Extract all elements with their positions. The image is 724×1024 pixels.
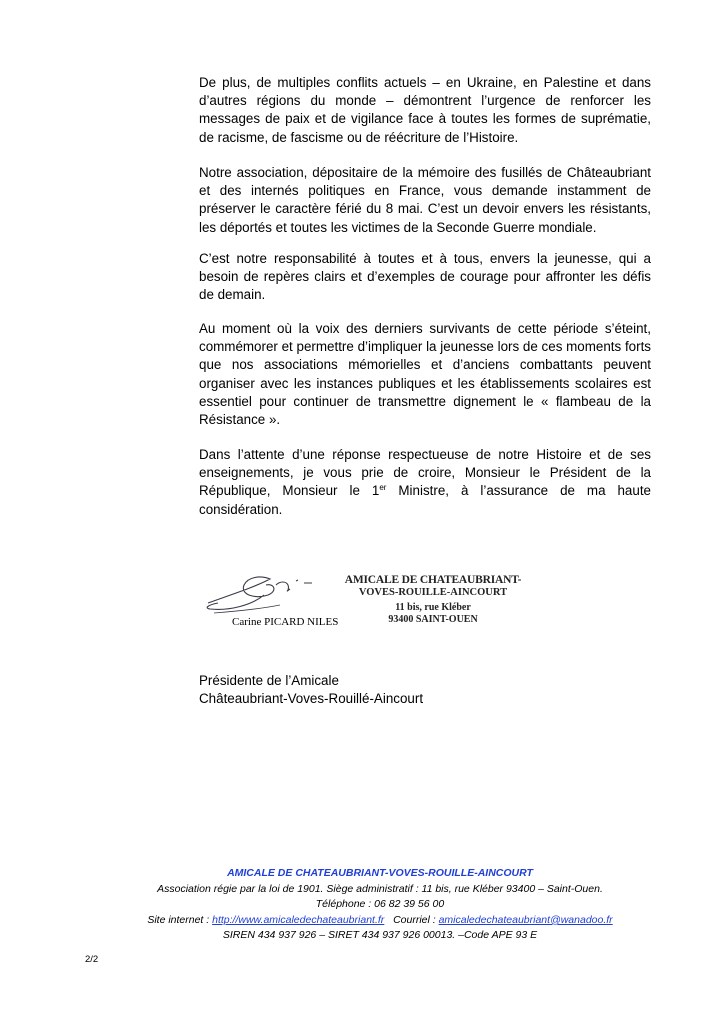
letterhead-footer xyxy=(0,866,724,944)
stamp-line-2: VOVES-ROUILLE-AINCOURT xyxy=(358,587,508,598)
signatory-name: Carine PICARD NILES xyxy=(232,616,339,628)
website-link[interactable]: http://www.amicaledechateaubriant.fr xyxy=(212,913,385,926)
paragraph-association: Notre association, dépositaire de la mémoire des fusillés de Châteaubriant et des internés politiques en France, vous demande instamment de préserver le caractère férié du 8 mai. C’est un devoir envers les résistants, les déportés et toutes les victimes de la Seconde Guerre mondiale. xyxy=(199,165,651,235)
closing-text-end: Ministre, à l’assurance de ma haute considération. xyxy=(199,483,651,517)
page-number: 2/2 xyxy=(85,954,99,965)
closing-superscript: er xyxy=(379,483,387,493)
email-link[interactable]: amicaledechateaubriant@wanadoo.fr xyxy=(438,913,613,926)
footer-siren: SIREN 434 937 926 – SIRET 434 937 926 00013. –Code APE 93 E xyxy=(222,929,538,942)
paragraph-closing xyxy=(199,446,651,519)
signatory-role xyxy=(199,672,423,708)
footer-phone: Téléphone : 06 82 39 56 00 xyxy=(315,898,445,911)
paragraph-conflicts: De plus, de multiples conflits actuels – en Ukraine, en Palestine et dans d’autres régions du monde – démontrent l’urgence de renforcer les messages de paix et de vigilance face à toutes les formes de suprématie, de racisme, de fascisme ou de réécriture de l’Histoire. xyxy=(199,75,651,145)
site-label: Site internet : xyxy=(147,913,213,926)
closing-text-start: Dans l’attente d’une réponse respectueuse de notre Histoire et de ses enseignements, je vous prie de croire, Monsieur le Président de la République, Monsieur le 1 xyxy=(199,447,651,499)
role-line-1: Présidente de l’Amicale xyxy=(199,673,339,688)
footer-contact xyxy=(0,913,724,929)
association-stamp xyxy=(342,570,524,638)
paragraph-responsibility: C’est notre responsabilité à toutes et à tous, envers la jeunesse, qui a besoin de repères clairs et d’exemples de courage pour affronter les défis de demain. xyxy=(199,251,651,303)
stamp-line-3: 11 bis, rue Kléber xyxy=(395,602,471,613)
paragraph-survivors: Au moment où la voix des derniers survivants de cette période s’éteint, commémorer et permettre d’impliquer la jeunesse lors de ces moments forts que nos associations mémorielles et d’anciens combattants peuvent organiser avec les instances publiques et les établissements scolaires est essentiel pour continuer de transmettre dignement le « flambeau de la Résistance ». xyxy=(199,321,651,428)
footer-address: Association régie par la loi de 1901. Siège administratif : 11 bis, rue Kléber 93400 – Saint-Ouen. xyxy=(157,882,603,895)
mail-label: Courriel : xyxy=(393,913,439,926)
stamp-line-1: AMICALE DE CHATEAUBRIANT- xyxy=(344,574,522,586)
role-line-2: Châteaubriant-Voves-Rouillé-Aincourt xyxy=(199,691,424,706)
stamp-line-4: 93400 SAINT-OUEN xyxy=(388,614,478,625)
footer-organization: AMICALE DE CHATEAUBRIANT-VOVES-ROUILLE-AINCOURT xyxy=(227,867,533,879)
